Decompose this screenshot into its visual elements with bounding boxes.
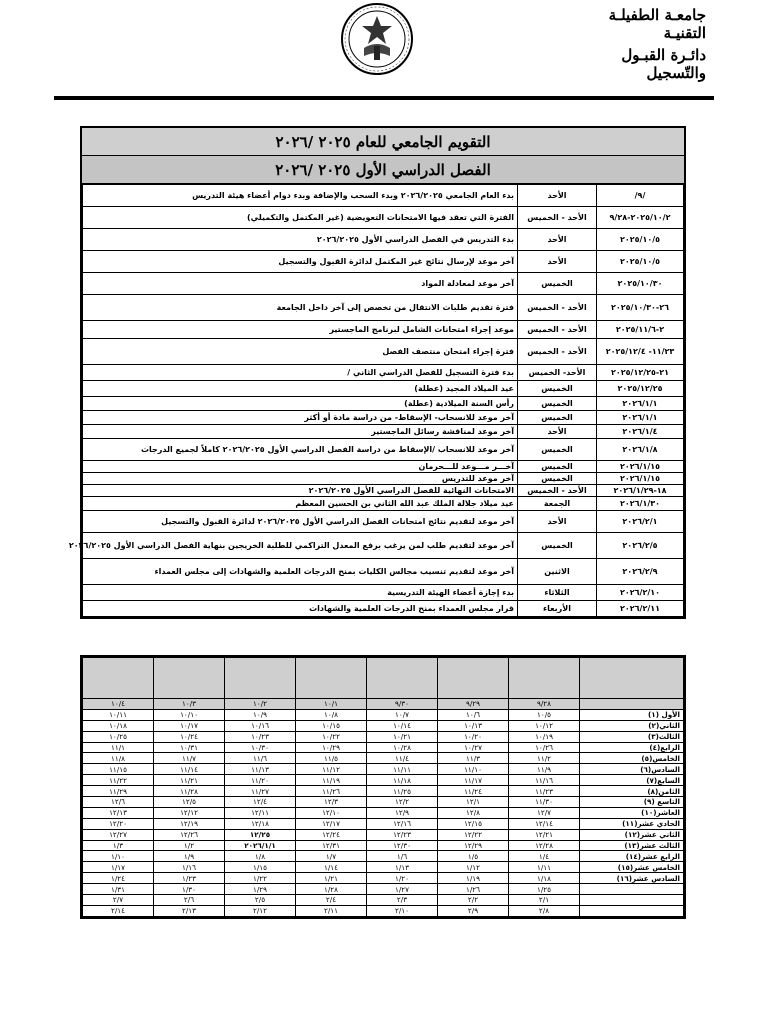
week-name: الخامس(٥) — [580, 753, 684, 764]
event-day: الأحد — [518, 185, 597, 207]
week-day-date: ١٠/١٦ — [225, 720, 296, 731]
event-description: آخر موعد لمعادلة المواد — [83, 273, 518, 295]
week-day-date: ١/١٩ — [438, 873, 509, 884]
event-row — [83, 511, 684, 533]
week-day-date: ١٠/٢٢ — [296, 731, 367, 742]
event-row — [83, 559, 684, 585]
week-day-date: ١٠/٩ — [225, 709, 296, 720]
event-row — [83, 207, 684, 229]
week-day-date: ١/١٢ — [438, 862, 509, 873]
calendar-title: التقويم الجامعي للعام ٢٠٢٥ /٢٠٢٦ — [82, 128, 684, 156]
week-day-date: ١٢/٣١ — [296, 840, 367, 851]
event-day: الأربعاء — [518, 601, 597, 617]
week-row — [83, 764, 684, 775]
event-row — [83, 439, 684, 461]
week-day-date: ١٢/٢٢ — [438, 829, 509, 840]
week-day-date: ١/٢٠ — [367, 873, 438, 884]
event-day: الخميس — [518, 273, 597, 295]
week-day-date: ١٠/٢٨ — [367, 742, 438, 753]
event-date: ٢٠٢٦/٢/٩ — [597, 559, 684, 585]
event-row — [83, 397, 684, 411]
event-row — [83, 473, 684, 485]
week-day-date: ١/٤ — [509, 851, 580, 862]
week-day-date: ١/٣٠ — [154, 884, 225, 895]
week-row — [83, 862, 684, 873]
week-day-date: ١١/١٥ — [83, 764, 154, 775]
event-date: ٢٠٢٦/٢/٥ — [597, 533, 684, 559]
event-date: /٩/ — [597, 185, 684, 207]
week-day-date: ١/٨ — [225, 851, 296, 862]
event-date: ٢٠٢٦/٢/١١ — [597, 601, 684, 617]
week-day-date: ١/١٧ — [83, 862, 154, 873]
week-day-date: ١٢/١٥ — [438, 818, 509, 829]
week-day-date: ١٠/٢٩ — [296, 742, 367, 753]
event-day: الخميس — [518, 381, 597, 397]
event-description: موعد إجراء امتحانات الشامل لبرنامج الماجستير — [83, 321, 518, 339]
semester-title: الفصل الدراسي الأول ٢٠٢٥ /٢٠٢٦ — [82, 156, 684, 184]
week-day-date: ١/٥ — [438, 851, 509, 862]
week-day-date: ١٢/٢ — [367, 797, 438, 808]
week-name: الرابع(٤) — [580, 742, 684, 753]
week-day-date: ١٢/١٤ — [509, 818, 580, 829]
event-day: الأحد - الخميس — [518, 207, 597, 229]
week-day-date: ١٠/٢٦ — [509, 742, 580, 753]
event-description: عيد ميلاد جلالة الملك عبد الله الثاني بن الحسين المعظم — [83, 497, 518, 511]
event-date: ٢٦-٢٠٢٥/١٠/٣٠ — [597, 295, 684, 321]
event-day: الثلاثاء — [518, 585, 597, 601]
week-day-date: ٢/١٠ — [367, 905, 438, 916]
header-band-cell — [438, 658, 509, 699]
week-day-date: ١٢/٥ — [154, 797, 225, 808]
week-header-row — [83, 699, 684, 710]
event-day: الاثنين — [518, 559, 597, 585]
week-name — [580, 905, 684, 916]
event-row — [83, 425, 684, 439]
week-row — [83, 818, 684, 829]
event-date: ٢٠٢٦/١/١ — [597, 397, 684, 411]
week-day-date: ١١/٦ — [225, 753, 296, 764]
week-day-date: ١٢/١٣ — [83, 807, 154, 818]
week-day-date: ١١/٢٦ — [296, 786, 367, 797]
week-day-date: ١/٢٣ — [154, 873, 225, 884]
event-day: الأحد — [518, 425, 597, 439]
week-day-date: ١١/٤ — [367, 753, 438, 764]
department-name: دائـرة القبـول والتّسجيل — [621, 46, 706, 82]
event-day: الأحد — [518, 229, 597, 251]
week-day-date: ١٢/٢٩ — [438, 840, 509, 851]
event-description: الفترة التي تعقد فيها الامتحانات التعويضية (غير المكتمل والتكميلي) — [83, 207, 518, 229]
header-band-cell — [154, 658, 225, 699]
week-day-date: ١/١٥ — [225, 862, 296, 873]
week-day-date: ١١/١٦ — [509, 775, 580, 786]
week-day-date: ١١/٩ — [509, 764, 580, 775]
week-name: الثالث(٣) — [580, 731, 684, 742]
week-day-date: ١٢/٦ — [83, 797, 154, 808]
week-header-cell: ٩/٣٠ — [367, 699, 438, 710]
week-day-date: ١٠/٢٧ — [438, 742, 509, 753]
week-day-date: ١١/٨ — [83, 753, 154, 764]
university-logo-icon — [340, 2, 414, 76]
week-day-date: ١/١١ — [509, 862, 580, 873]
week-name: الخامس عشر(١٥) — [580, 862, 684, 873]
week-day-date: ٢/١٢ — [225, 905, 296, 916]
event-description: آخر موعد لتقديم تنسيب مجالس الكليات بمنح الدرجات العلمية والشهادات إلى مجلس العمداء — [83, 559, 518, 585]
event-description: آخر موعد لتقديم نتائج امتحانات الفصل الدراسي الأول ٢٠٢٦/٢٠٢٥ لدائرة القبول والتسجيل — [83, 511, 518, 533]
week-day-date: ٢/١ — [509, 895, 580, 906]
header-band-cell — [225, 658, 296, 699]
event-description: آخر موعد لمناقشة رسائل الماجستير — [83, 425, 518, 439]
event-date: ٢٠٢٦/١/٣٠ — [597, 497, 684, 511]
event-description: آخر موعد للانسحاب /الإسقاط من دراسة الفصل الدراسي الأول ٢٠٢٦/٢٠٢٥ كاملاً لجميع الدرجات — [83, 439, 518, 461]
week-row — [83, 829, 684, 840]
event-day: الأحد - الخميس — [518, 339, 597, 365]
week-name: الثاني عشر(١٢) — [580, 829, 684, 840]
week-day-date: ٢/٥ — [225, 895, 296, 906]
week-row — [83, 884, 684, 895]
week-row — [83, 720, 684, 731]
week-day-date: ١٢/٢٦ — [154, 829, 225, 840]
event-day: الخميس — [518, 439, 597, 461]
header-band-cell — [83, 658, 154, 699]
week-day-date: ١/٢٦ — [438, 884, 509, 895]
week-day-date: ١١/٢٩ — [83, 786, 154, 797]
week-day-date: ١/٢٧ — [367, 884, 438, 895]
event-description: آخر موعد لتقديم طلب لمن يرغب برفع المعدل التراكمي للطلبة الخريجين بنهاية الفصل الدراسي الأول ٢٠٢٦/٢٠٢٥ — [83, 533, 518, 559]
week-day-date: ١/٦ — [367, 851, 438, 862]
event-description: بدء إجازة أعضاء الهيئة التدريسية — [83, 585, 518, 601]
event-description: آخر موعد لإرسال نتائج غير المكتمل لدائرة القبول والتسجيل — [83, 251, 518, 273]
week-day-date: ١٢/٢١ — [509, 829, 580, 840]
week-day-date: ١٠/٧ — [367, 709, 438, 720]
week-day-date: ٢/٣ — [367, 895, 438, 906]
event-row — [83, 533, 684, 559]
week-day-date: ١٠/٨ — [296, 709, 367, 720]
week-row — [83, 753, 684, 764]
week-day-date: ١٢/٤ — [225, 797, 296, 808]
week-day-date: ١/٢٢ — [225, 873, 296, 884]
week-day-date: ١١/١ — [83, 742, 154, 753]
week-day-date: ٢/١٣ — [154, 905, 225, 916]
header-divider — [54, 96, 714, 100]
week-name: السادس عشر(١٦) — [580, 873, 684, 884]
event-date: ٢٠٢٦/٢/١٠ — [597, 585, 684, 601]
week-header-cell: ١٠/٣ — [154, 699, 225, 710]
week-day-date: ١٠/١٢ — [509, 720, 580, 731]
week-day-date: ١٠/٢٥ — [83, 731, 154, 742]
event-date: ٢-٢٠٢٥/١١/٦ — [597, 321, 684, 339]
week-row — [83, 786, 684, 797]
event-row — [83, 601, 684, 617]
week-day-date: ١/٢٩ — [225, 884, 296, 895]
week-name: الحادي عشر(١١) — [580, 818, 684, 829]
academic-calendar — [68, 126, 686, 619]
week-row — [83, 905, 684, 916]
week-day-date: ١٢/٣٠ — [367, 840, 438, 851]
event-date: ٢٠٢٦/١/١ — [597, 411, 684, 425]
week-day-date: ١/٢٨ — [296, 884, 367, 895]
week-day-date: ١١/٢٧ — [225, 786, 296, 797]
event-description: فترة إجراء امتحان منتصف الفصل — [83, 339, 518, 365]
event-description: رأس السنة الميلادية (عطلة) — [83, 397, 518, 411]
week-day-date: ١٢/٢٣ — [367, 829, 438, 840]
week-day-date: ١٢/١٧ — [296, 818, 367, 829]
week-day-date: ١١/١٨ — [367, 775, 438, 786]
week-day-date: ١٠/١٧ — [154, 720, 225, 731]
week-day-date: ٢/٢ — [438, 895, 509, 906]
week-name: الأول (١) — [580, 709, 684, 720]
week-day-date: ١٠/٥ — [509, 709, 580, 720]
header-band-cell — [580, 658, 684, 699]
week-day-date: ١١/١٣ — [225, 764, 296, 775]
week-day-date: ١/٢ — [154, 840, 225, 851]
week-day-date: ١١/٢٠ — [225, 775, 296, 786]
event-day: الخميس — [518, 473, 597, 485]
weeks-header-band — [83, 658, 684, 699]
week-row — [83, 775, 684, 786]
event-day: الأحد — [518, 511, 597, 533]
event-date: ٢٠٢٥/١٠/٥ — [597, 251, 684, 273]
event-row — [83, 339, 684, 365]
week-day-date: ١٢/١ — [438, 797, 509, 808]
week-day-date: ١٢/١٨ — [225, 818, 296, 829]
week-day-date: ١/٩ — [154, 851, 225, 862]
week-row — [83, 873, 684, 884]
event-day: الجمعة — [518, 497, 597, 511]
week-row — [83, 797, 684, 808]
event-date: ٢٠٢٦/١/١٥ — [597, 473, 684, 485]
week-row — [83, 731, 684, 742]
week-header-cell — [580, 699, 684, 710]
week-day-date: ١٢/٧ — [509, 807, 580, 818]
week-day-date: ١٢/١٩ — [154, 818, 225, 829]
event-row — [83, 411, 684, 425]
week-name — [580, 884, 684, 895]
week-day-date: ١٠/٣٠ — [225, 742, 296, 753]
weeks-calendar — [80, 655, 686, 919]
event-row — [83, 295, 684, 321]
week-day-date: ١/١٣ — [367, 862, 438, 873]
week-header-cell: ٩/٢٩ — [438, 699, 509, 710]
week-day-date: ١/٧ — [296, 851, 367, 862]
header-band-cell — [296, 658, 367, 699]
event-date: ٢٠٢٦/٢/١ — [597, 511, 684, 533]
event-row — [83, 229, 684, 251]
event-date: ١٨-٢٠٢٦/١/٢٩ — [597, 485, 684, 497]
event-description: قرار مجلس العمداء بمنح الدرجات العلمية والشهادات — [83, 601, 518, 617]
week-day-date: ١٠/٢٣ — [225, 731, 296, 742]
week-day-date: ١٠/٦ — [438, 709, 509, 720]
event-date: ٢٠٢٥/١٠/٥ — [597, 229, 684, 251]
event-day: الأحد - الخميس — [518, 295, 597, 321]
event-row — [83, 251, 684, 273]
week-day-date: ١١/٣٠ — [509, 797, 580, 808]
week-name: الثاني(٢) — [580, 720, 684, 731]
event-description: الامتحانات النهائية للفصل الدراسي الأول ٢٠٢٦/٢٠٢٥ — [83, 485, 518, 497]
event-description: فترة تقديم طلبات الانتقال من تخصص إلى آخر داخل الجامعة — [83, 295, 518, 321]
event-day: الأحد- الخميس — [518, 365, 597, 381]
week-day-date: ١٠/١٠ — [154, 709, 225, 720]
event-date: ٢٠٢٦/١/٤ — [597, 425, 684, 439]
week-day-date: ٢/٧ — [83, 895, 154, 906]
week-day-date: ١٠/١٤ — [367, 720, 438, 731]
event-row — [83, 381, 684, 397]
week-day-date: ١٢/١٢ — [154, 807, 225, 818]
week-day-date: ١/١٨ — [509, 873, 580, 884]
week-header-cell: ١٠/٤ — [83, 699, 154, 710]
week-day-date: ١٢/١٠ — [296, 807, 367, 818]
week-day-date: ٢٠٢٦/١/١ — [225, 840, 296, 851]
week-name: السابع(٧) — [580, 775, 684, 786]
event-day: الخميس — [518, 397, 597, 411]
week-day-date: ٢/١١ — [296, 905, 367, 916]
week-row — [83, 807, 684, 818]
week-day-date: ١١/١٩ — [296, 775, 367, 786]
week-name: التاسع (٩) — [580, 797, 684, 808]
week-name: العاشر(١٠) — [580, 807, 684, 818]
week-day-date: ١٠/١٩ — [509, 731, 580, 742]
week-row — [83, 895, 684, 906]
week-day-date: ٢/١٤ — [83, 905, 154, 916]
week-header-cell: ٩/٢٨ — [509, 699, 580, 710]
week-day-date: ١١/٢ — [509, 753, 580, 764]
event-day: الأحد - الخميس — [518, 321, 597, 339]
events-table — [68, 184, 684, 617]
event-description: آخـــر مـــوعد للـــحرمان — [83, 461, 518, 473]
week-day-date: ١/٢٥ — [509, 884, 580, 895]
week-day-date: ١٢/٢٨ — [509, 840, 580, 851]
week-day-date: ١١/١٢ — [296, 764, 367, 775]
week-day-date: ١١/١٤ — [154, 764, 225, 775]
week-day-date: ١١/٢٣ — [509, 786, 580, 797]
week-name: الرابع عشر(١٤) — [580, 851, 684, 862]
week-day-date: ١/١٦ — [154, 862, 225, 873]
week-day-date: ١١/١٧ — [438, 775, 509, 786]
week-name: الثامن(٨) — [580, 786, 684, 797]
week-day-date: ١١/٢٥ — [367, 786, 438, 797]
event-day: الأحد — [518, 251, 597, 273]
event-description: آخر موعد للتدريس — [83, 473, 518, 485]
week-day-date: ١٠/٢٤ — [154, 731, 225, 742]
week-day-date: ١٠/١٥ — [296, 720, 367, 731]
event-day: الأحد - الخميس — [518, 485, 597, 497]
week-day-date: ١٢/٣ — [296, 797, 367, 808]
week-day-date: ٢/٦ — [154, 895, 225, 906]
week-header-cell: ١٠/١ — [296, 699, 367, 710]
event-date: ٢١-٢٠٢٥/١٢/٢٥ — [597, 365, 684, 381]
week-day-date: ١/٢٤ — [83, 873, 154, 884]
week-name: الثالث عشر(١٣) — [580, 840, 684, 851]
week-day-date: ١٠/١١ — [83, 709, 154, 720]
week-day-date: ١/١٤ — [296, 862, 367, 873]
event-row — [83, 365, 684, 381]
event-row — [83, 497, 684, 511]
week-row — [83, 709, 684, 720]
event-description: بدء التدريس في الفصل الدراسي الأول ٢٠٢٦/٢٠٢٥ — [83, 229, 518, 251]
week-row — [83, 840, 684, 851]
week-name: السادس(٦) — [580, 764, 684, 775]
week-day-date: ١٢/٢٠ — [83, 818, 154, 829]
week-name — [580, 895, 684, 906]
event-date: ٢٠٢٥/١٠/٢-٩/٢٨ — [597, 207, 684, 229]
event-day: الخميس — [518, 533, 597, 559]
week-day-date: ٢/٤ — [296, 895, 367, 906]
event-row — [83, 273, 684, 295]
week-day-date: ٢/٩ — [438, 905, 509, 916]
event-row — [83, 321, 684, 339]
week-day-date: ١٠/٣١ — [154, 742, 225, 753]
week-day-date: ١٢/٢٤ — [296, 829, 367, 840]
week-day-date: ١٢/١١ — [225, 807, 296, 818]
week-day-date: ١١/١٠ — [438, 764, 509, 775]
event-date: ١١/٢٣- ٢٠٢٥/١٢/٤ — [597, 339, 684, 365]
event-description: آخر موعد للانسحاب- الإسقاط- من دراسة مادة أو أكثر — [83, 411, 518, 425]
week-row — [83, 851, 684, 862]
week-header-cell: ١٠/٢ — [225, 699, 296, 710]
event-description: عيد الميلاد المجيد (عطلة) — [83, 381, 518, 397]
week-day-date: ٢/٨ — [509, 905, 580, 916]
week-day-date: ١٠/١٣ — [438, 720, 509, 731]
week-day-date: ١/٣١ — [83, 884, 154, 895]
week-day-date: ١٢/٢٧ — [83, 829, 154, 840]
week-day-date: ١٠/٢٠ — [438, 731, 509, 742]
university-name: جامعـة الطفيلـة التقنيـة — [608, 6, 706, 42]
week-day-date: ١٠/٢١ — [367, 731, 438, 742]
event-date: ٢٠٢٥/١٢/٢٥ — [597, 381, 684, 397]
week-day-date: ١٢/٩ — [367, 807, 438, 818]
week-day-date: ١٢/٢٥ — [225, 829, 296, 840]
week-day-date: ١١/٢٨ — [154, 786, 225, 797]
header-band-cell — [509, 658, 580, 699]
week-row — [83, 742, 684, 753]
week-day-date: ١١/٢٢ — [83, 775, 154, 786]
event-row — [83, 461, 684, 473]
event-row — [83, 185, 684, 207]
week-day-date: ١٠/١٨ — [83, 720, 154, 731]
week-day-date: ١/٢١ — [296, 873, 367, 884]
event-description: بدء العام الجامعي ٢٠٢٦/٢٠٢٥ وبدء السحب والإضافة وبدء دوام أعضاء هيئة التدريس — [83, 185, 518, 207]
event-row — [83, 585, 684, 601]
header-band-cell — [367, 658, 438, 699]
week-day-date: ١١/٣ — [438, 753, 509, 764]
event-day: الخميس — [518, 411, 597, 425]
event-date: ٢٠٢٦/١/٨ — [597, 439, 684, 461]
event-day: الخميس — [518, 461, 597, 473]
weeks-table — [82, 657, 684, 917]
week-day-date: ١٢/١٦ — [367, 818, 438, 829]
week-day-date: ١٢/٨ — [438, 807, 509, 818]
week-day-date: ١١/٧ — [154, 753, 225, 764]
event-date: ٢٠٢٥/١٠/٣٠ — [597, 273, 684, 295]
week-day-date: ١/١٠ — [83, 851, 154, 862]
event-description: بدء فترة التسجيل للفصل الدراسي الثاني / — [83, 365, 518, 381]
week-day-date: ١١/١١ — [367, 764, 438, 775]
week-day-date: ١١/٢١ — [154, 775, 225, 786]
event-date: ٢٠٢٦/١/١٥ — [597, 461, 684, 473]
event-row — [83, 485, 684, 497]
week-day-date: ١١/٥ — [296, 753, 367, 764]
week-day-date: ١١/٢٤ — [438, 786, 509, 797]
week-day-date: ١/٣ — [83, 840, 154, 851]
